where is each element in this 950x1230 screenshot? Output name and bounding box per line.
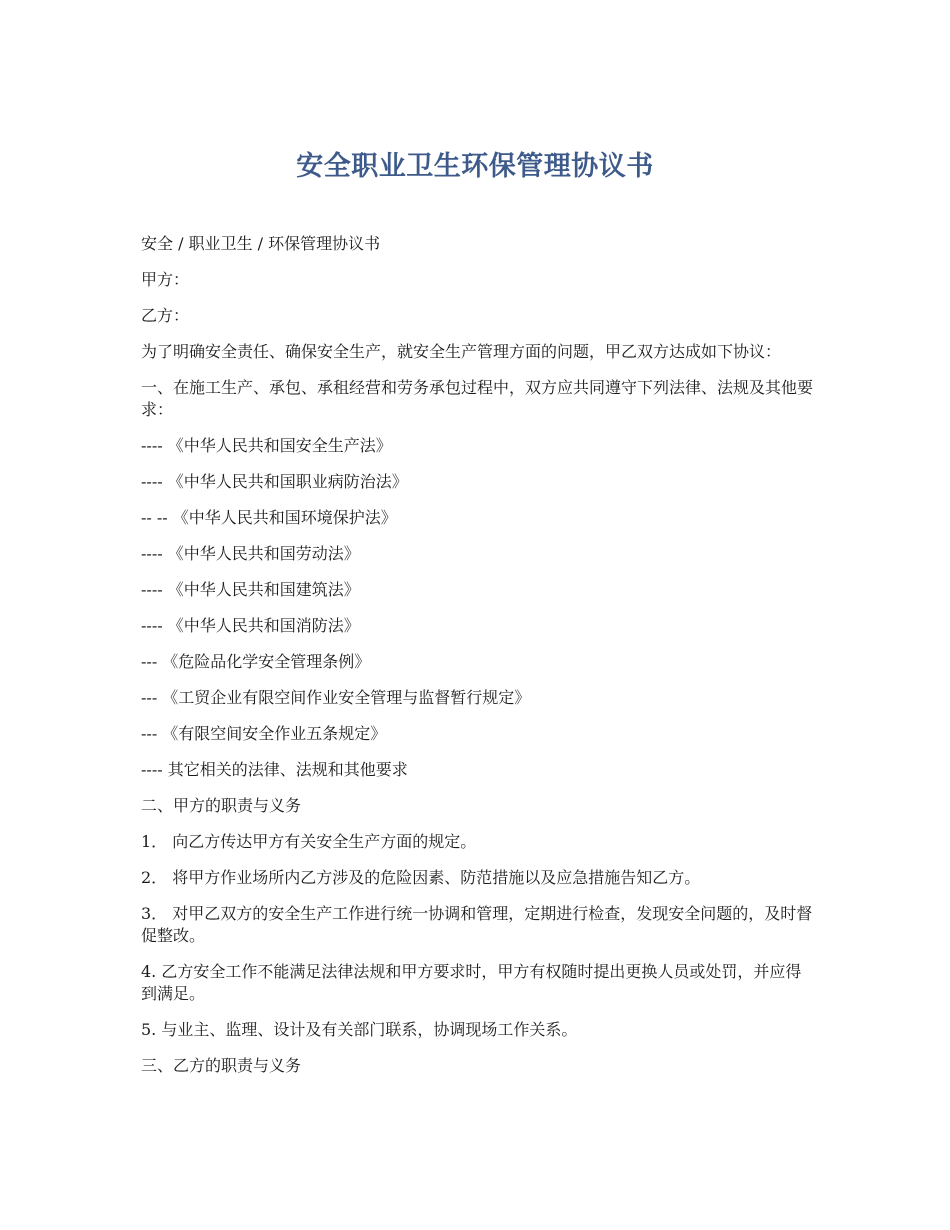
law-list-item: ---- 其它相关的法律、法规和其他要求: [141, 760, 408, 779]
law-list-item: ---- 《中华人民共和国消防法》: [141, 616, 360, 635]
duty-item: 1． 向乙方传达甲方有关安全生产方面的规定。: [141, 832, 477, 851]
law-list-item: --- 《有限空间安全作业五条规定》: [141, 724, 387, 743]
law-list-item: --- 《工贸企业有限空间作业安全管理与监督暂行规定》: [141, 688, 531, 707]
duty-item: 5. 与业主、监理、设计及有关部门联系，协调现场工作关系。: [141, 1020, 578, 1039]
law-list-item: ---- 《中华人民共和国安全生产法》: [141, 436, 392, 455]
law-list-item: ---- 《中华人民共和国建筑法》: [141, 580, 360, 599]
law-list-item: ---- 《中华人民共和国职业病防治法》: [141, 472, 408, 491]
law-list-item: ---- 《中华人民共和国劳动法》: [141, 544, 360, 563]
law-list-item: -- -- 《中华人民共和国环境保护法》: [141, 508, 397, 527]
section-heading-1: 一、在施工生产、承包、承租经营和劳务承包过程中，双方应共同遵守下列法律、法规及其他要求：: [141, 378, 814, 419]
document-title: 安全职业卫生环保管理协议书: [296, 151, 654, 182]
duty-item: 3． 对甲乙双方的安全生产工作进行统一协调和管理，定期进行检查，发现安全问题的，及时督促整改。: [141, 904, 813, 945]
paragraph-subtitle: 安全 / 职业卫生 / 环保管理协议书: [141, 234, 381, 253]
duty-item: 2． 将甲方作业场所内乙方涉及的危险因素、防范措施以及应急措施告知乙方。: [141, 868, 701, 887]
document-body: [141, 233, 813, 1091]
paragraph-party-b: 乙方：: [141, 306, 190, 325]
paragraph-party-a: 甲方：: [141, 270, 190, 289]
section-heading-3: 三、乙方的职责与义务: [141, 1056, 302, 1075]
paragraph-intro: 为了明确安全责任、确保安全生产，就安全生产管理方面的问题，甲乙双方达成如下协议：: [141, 342, 782, 361]
duty-item: 4. 乙方安全工作不能满足法律法规和甲方要求时，甲方有权随时提出更换人员或处罚，并应得到满足。: [141, 962, 802, 1003]
law-list-item: --- 《危险品化学安全管理条例》: [141, 652, 371, 671]
section-heading-2: 二、甲方的职责与义务: [141, 796, 302, 815]
